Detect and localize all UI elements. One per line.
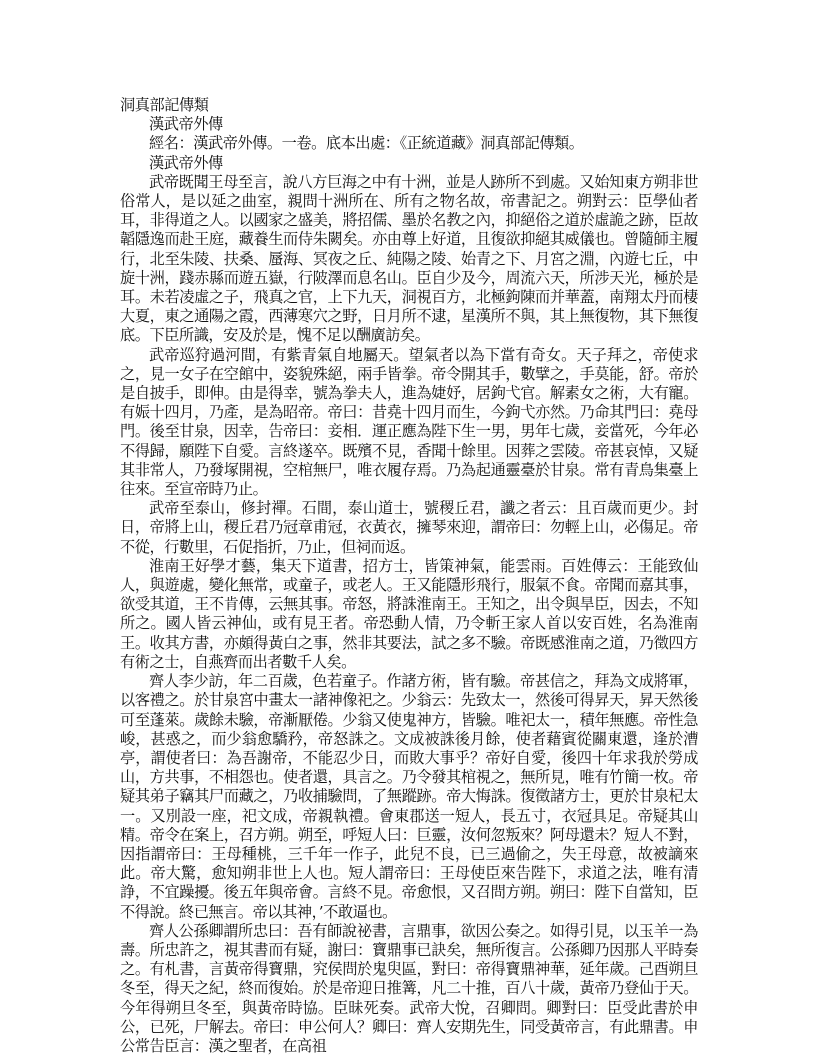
- paragraph: 齊人公孫卿謂所忠曰：吾有師說祕書，言鼎事，欲因公奏之。如得引見，以玉羊一為壽。所忠許之，視其書而有疑，謝曰：寶鼎事已訣矣，無所復言。公孫卿乃因那人平時奏之。有札書，言黃帝得寶鼎，究侯問於鬼臾區，對曰：帝得寶鼎神華，延年歲。己酉朔旦冬至，得天之紀，終而復始。於是帝迎日推篝，凡二十推，百八十歲，黃帝乃登仙于天。今年得朔旦冬至，與黃帝時協。臣昧死奏。武帝大悅，召卿問。卿對曰：臣受此書於申公，已死，尸解去。帝曰：申公何人？卿曰：齊人安期先生，同受黃帝言，有此鼎書。申公常告臣言：漢之聖者，在高祖: [120, 921, 698, 1055]
- paragraph: 淮南王好學才藝，集天下道書，招方士，皆策神氣，能雲雨。百姓傳云：王能致仙人，與遊處，變化無常，或童子，或老人。王又能隱形飛行，服氣不食。帝聞而嘉其事，欲受其道，王不肯傳，云無其事。帝怒，將誅淮南王。王知之，出令與旱臣，因去，不知所之。國人皆云神仙，或有見王者。帝恐動人情，乃令斬王家人首以安百姓，名為淮南王。收其方書，亦頗得黃白之事，然非其要法，試之多不驗。帝既感淮南之道，乃徵四方有術之士，自燕齊而出者數千人矣。: [120, 556, 698, 671]
- paragraph: 武帝既聞王母至言，說八方巨海之中有十洲，並是人跡所不到處。又始知東方朔非世俗常人，是以延之曲室，親問十洲所在、所有之物名故，帝書記之。朔對云：臣學仙者耳，非得道之人。以國家之盛美，將招儒、墨於名教之內，抑絕俗之道於虛詭之跡，臣故韜隱逸而赴王庭，藏養生而侍朱闕矣。亦由尊上好道，且復欲抑絕其威儀也。曾隨師主履行，北至朱陵、扶桑、蜃海、冥夜之丘、純陽之陵、始青之下、月宮之淵，內遊七丘，中旋十洲，踐赤縣而遊五嶽，行陂澤而息名山。臣自少及今，周流六天，所涉天光，極於是耳。未若凌虛之子，飛真之官，上下九天，洞視百方，北極鉤陳而并華蓋，南翔太丹而棲大夏，東之通陽之霞，西薄寒穴之野，日月所不逮，星漢所不與，其上無復物，其下無復底。下臣所識，安及於是，愧不足以酬廣訪矣。: [120, 172, 698, 345]
- document-page: [120, 96, 698, 1056]
- paragraph: 武帝巡狩過河間，有紫青氣自地屬天。望氣者以為下當有奇女。天子拜之，帝使求之，見一女子在空館中，姿貌殊絕，兩手皆拳。帝令開其手，數擘之，手莫能，舒。帝於是自披手，即伸。由是得幸，號為拳夫人，進為婕妤，居鉤弋官。解素女之術，大有寵。有娠十四月，乃產，是為昭帝。帝曰：昔堯十四月而生，今鉤弋亦然。乃命其門曰：堯母門。後至甘泉，因幸，告帝曰：妾相．運正應為陛下生一男，男年七歲，妾當死，今年必不得歸，願陛下自愛。言終遂卒。既殯不見，香聞十餘里。因葬之雲陵。帝甚哀悼，又疑其非常人，乃發塚開視，空棺無尸，唯衣履存焉。乃為起通靈臺於甘泉。常有青鳥集臺上往來。至宣帝時乃止。: [120, 345, 698, 499]
- paragraph: 武帝至泰山，修封禪。石間，泰山道士，號稷丘君，讖之者云：且百歲而更少。封日，帝將上山，稷丘君乃冠章甫冠，衣黃衣，擁琴來迎，謂帝曰：勿輕上山，必傷足。帝不從，行數里，石促指折，乃止，但祠而返。: [120, 499, 698, 556]
- paragraph: 齊人李少訪，年二百歲，色若童子。作諸方術，皆有驗。帝甚信之，拜為文成將軍，以客禮之。於甘泉宮中畫太一諸神像祀之。少翁云：先致太一，然後可得昇天，昇天然後可至蓬萊。歲餘未驗，帝漸厭倦。少翁又使鬼神方，皆驗。唯祀太一，積年無應。帝性急峻，甚惑之，而少翁愈驕矜，帝怒誅之。文成被誅後月餘，使者藉賓從關東還，逢於漕亭，謂使者曰：為吾謝帝，不能忍少日，而敗大事乎？帝好自愛，後四十年求我於勞成山，方共事，不相怨也。使者還，具言之。乃令發其棺視之，無所見，唯有竹簡一枚。帝疑其弟子竊其尸而藏之，乃收捕驗問，了無蹤跡。帝大悔誅。復徵諸方士，更於甘泉杞太一。又別設一座，祀文成，帝親執禮。會東郡送一短人，長五寸，衣冠具足。帝疑其山精。帝令在案上，召方朔。朔至，呼短人曰：巨靈，汝何忽叛來？阿母還未？短人不對，因指謂帝曰：王母種桃，三千年一作子，此兒不良，已三過偷之，失王母意，故被謫來此。帝大驚，愈知朔非世上人也。短人謂帝曰：王母使臣來告陛下，求道之法，唯有清諍，不宜躁擾。後五年與帝會。言終不見。帝愈恨，又召問方朔。朔曰：陛下自當知，臣不得說。終已無言。帝以其神，’不敢逼也。: [120, 672, 698, 921]
- category-heading: 洞真部記傳類: [120, 96, 209, 114]
- document-body: [120, 173, 698, 1056]
- document-subtitle: 漢武帝外傳: [149, 153, 223, 172]
- document-meta: 經名：漢武帝外傳。一卷。底本出處：《正統道藏》洞真部記傳類。: [149, 134, 584, 153]
- document-title: 漢武帝外傳: [149, 115, 223, 134]
